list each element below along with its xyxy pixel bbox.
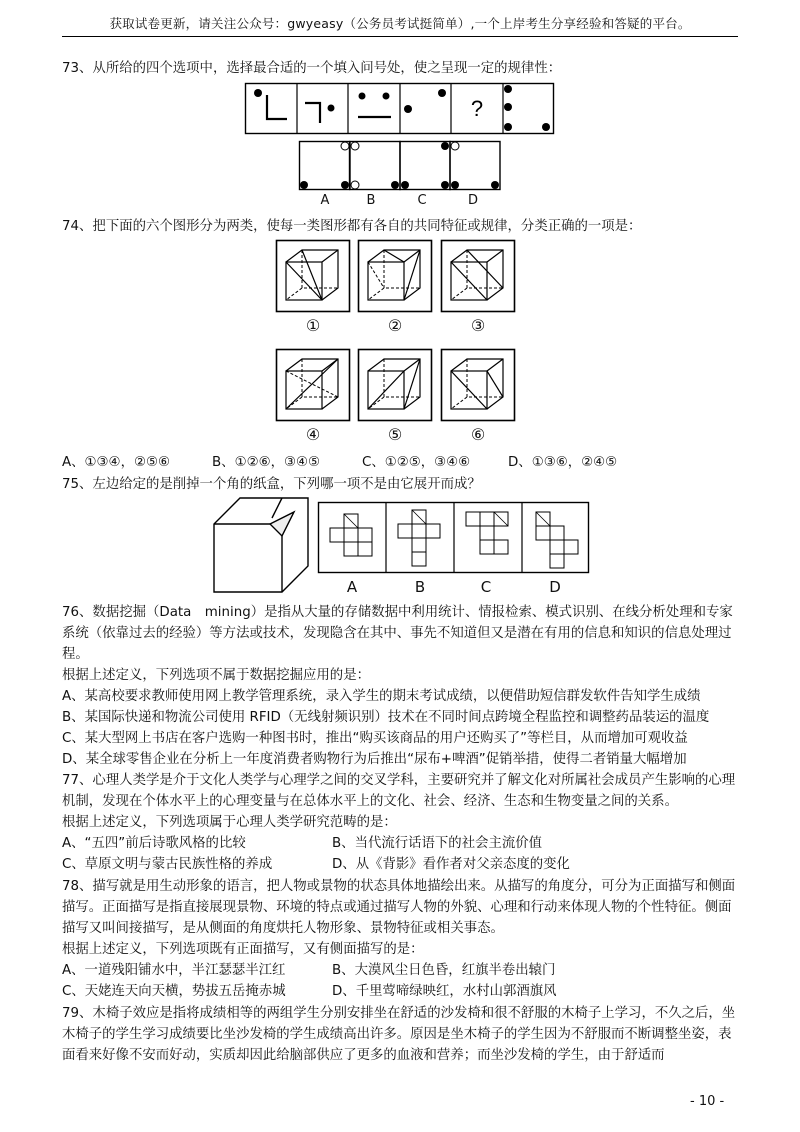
q74-option-c: C、①②⑤，③④⑥ — [362, 455, 471, 470]
q78-option-c: C、天姥连天向天横，势拔五岳掩赤城 — [62, 984, 286, 999]
header-divider — [62, 36, 738, 37]
q73-option-d: D — [467, 193, 478, 208]
q79-paragraph: 79、木椅子效应是指将成绩相等的两组学生分别安排坐在舒适的沙发椅和很不舒服的木椅子上学习，不久之后，坐木椅子的学生学习成绩要比坐沙发椅的学生成绩高出许多。原因是坐木椅子的学生因为不舒服而不断调整坐姿，表面看来好像不安而好动，实质却因此给脑部供应了更多的血液和营养；而坐沙发椅的学生，由于舒适而 — [62, 1006, 736, 1063]
q74-cube-figure-1 — [276, 240, 350, 312]
q74-label-3: ③ — [470, 316, 486, 335]
q77-option-c: C、草原文明与蒙古民族性格的养成 — [62, 857, 273, 872]
q78-option-b: B、大漠风尘日色昏，红旗半卷出辕门 — [332, 963, 556, 978]
q77-option-d: D、从《背影》看作者对父亲态度的变化 — [332, 857, 570, 872]
q77-option-a: A、“五四”前后诗歌风格的比较 — [62, 836, 246, 851]
q77-question: 根据上述定义，下列选项属于心理人类学研究范畴的是： — [62, 815, 397, 830]
q74-cube-figure-4 — [276, 349, 350, 421]
q73-option-b: B — [366, 193, 376, 208]
q74-option-d: D、①③⑥，②④⑤ — [508, 455, 618, 470]
q74-cube-figure-3 — [441, 240, 515, 312]
q76-option-c: C、某大型网上书店在客户选购一种图书时，推出“购买该商品的用户还购买了”等栏目，从而增加可观收益 — [62, 731, 688, 746]
q76-question: 根据上述定义，下列选项不属于数据挖掘应用的是： — [62, 668, 370, 683]
q78-definition: 78、描写就是用生动形象的语言，把人物或景物的状态具体地描绘出来。从描写的角度分，可分为正面描写和侧面描写。正面描写是指直接展现景物、环境的特点或通过描写人物的外貌、心理和行动来体现人物的个性特征。侧面描写又叫间接描写，是从侧面的角度烘托人物形象、景物特征或相关事态。 — [62, 879, 736, 936]
q76-definition: 76、数据挖掘（Data mining）是指从大量的存储数据中利用统计、情报检索、模式识别、在线分析处理和专家系统（依靠过去的经验）等方法或技术，发现隐含在其中、事先不知道但又是潜在有用的信息和知识的信息处理过程。 — [62, 605, 733, 662]
q74-option-b: B、①②⑥，③④⑤ — [212, 455, 320, 470]
q75-option-a: A — [346, 578, 358, 596]
q74-label-5: ⑤ — [387, 425, 403, 444]
q73-stem: 73、从所给的四个选项中，选择最合适的一个填入问号处，使之呈现一定的规律性： — [62, 61, 562, 76]
q74-cube-figure-2 — [358, 240, 432, 312]
q73-sequence-figure — [245, 83, 555, 135]
q74-label-2: ② — [387, 316, 403, 335]
q76-option-a: A、某高校要求教师使用网上教学管理系统，录入学生的期末考试成绩，以便借助短信群发软件告知学生成绩 — [62, 689, 701, 704]
q75-net-options-figure — [318, 502, 590, 574]
q78-question: 根据上述定义，下列选项既有正面描写，又有侧面描写的是： — [62, 942, 424, 957]
q74-stem: 74、把下面的六个图形分为两类，使每一类图形都有各自的共同特征或规律，分类正确的一项是： — [62, 219, 642, 234]
q75-option-b: B — [414, 578, 426, 596]
q75-option-d: D — [549, 578, 561, 596]
q73-option-c: C — [417, 193, 427, 208]
page-header: 获取试卷更新，请关注公众号：gwyeasy（公务员考试挺简单）,一个上岸考生分享经验和答疑的平台。 — [109, 16, 691, 31]
q77-option-b: B、当代流行话语下的社会主流价值 — [332, 836, 543, 851]
q73-option-a: A — [320, 193, 330, 208]
q78-option-d: D、千里莺啼绿映红，水村山郭酒旗风 — [332, 984, 557, 999]
q73-question-mark: ? — [470, 96, 484, 121]
q75-cut-box-figure — [212, 496, 312, 596]
q76-option-d: D、某全球零售企业在分析上一年度消费者购物行为后推出“尿布+啤酒”促销举措，使得二者销量大幅增加 — [62, 752, 687, 767]
q74-label-4: ④ — [305, 425, 321, 444]
q75-stem: 75、左边给定的是削掉一个角的纸盒，下列哪一项不是由它展开而成？ — [62, 477, 481, 492]
page-number: - 10 - — [690, 1094, 725, 1109]
q73-options-figure — [299, 141, 503, 191]
q75-option-c: C — [480, 578, 492, 596]
q74-cube-figure-6 — [441, 349, 515, 421]
q77-definition: 77、心理人类学是介于文化人类学与心理学之间的交叉学科，主要研究并了解文化对所属社会成员产生影响的心理机制，发现在个体水平上的心理变量与在总体水平上的文化、社会、经济、生态和生物变量之间的关系。 — [62, 773, 736, 809]
q74-label-1: ① — [305, 316, 321, 335]
q74-cube-figure-5 — [358, 349, 432, 421]
q74-option-a: A、①③④，②⑤⑥ — [62, 455, 170, 470]
q76-option-b: B、某国际快递和物流公司使用 RFID（无线射频识别）技术在不同时间点跨境全程监控和调整药品装运的温度 — [62, 710, 710, 725]
q74-label-6: ⑥ — [470, 425, 486, 444]
q78-option-a: A、一道残阳铺水中，半江瑟瑟半江红 — [62, 963, 286, 978]
